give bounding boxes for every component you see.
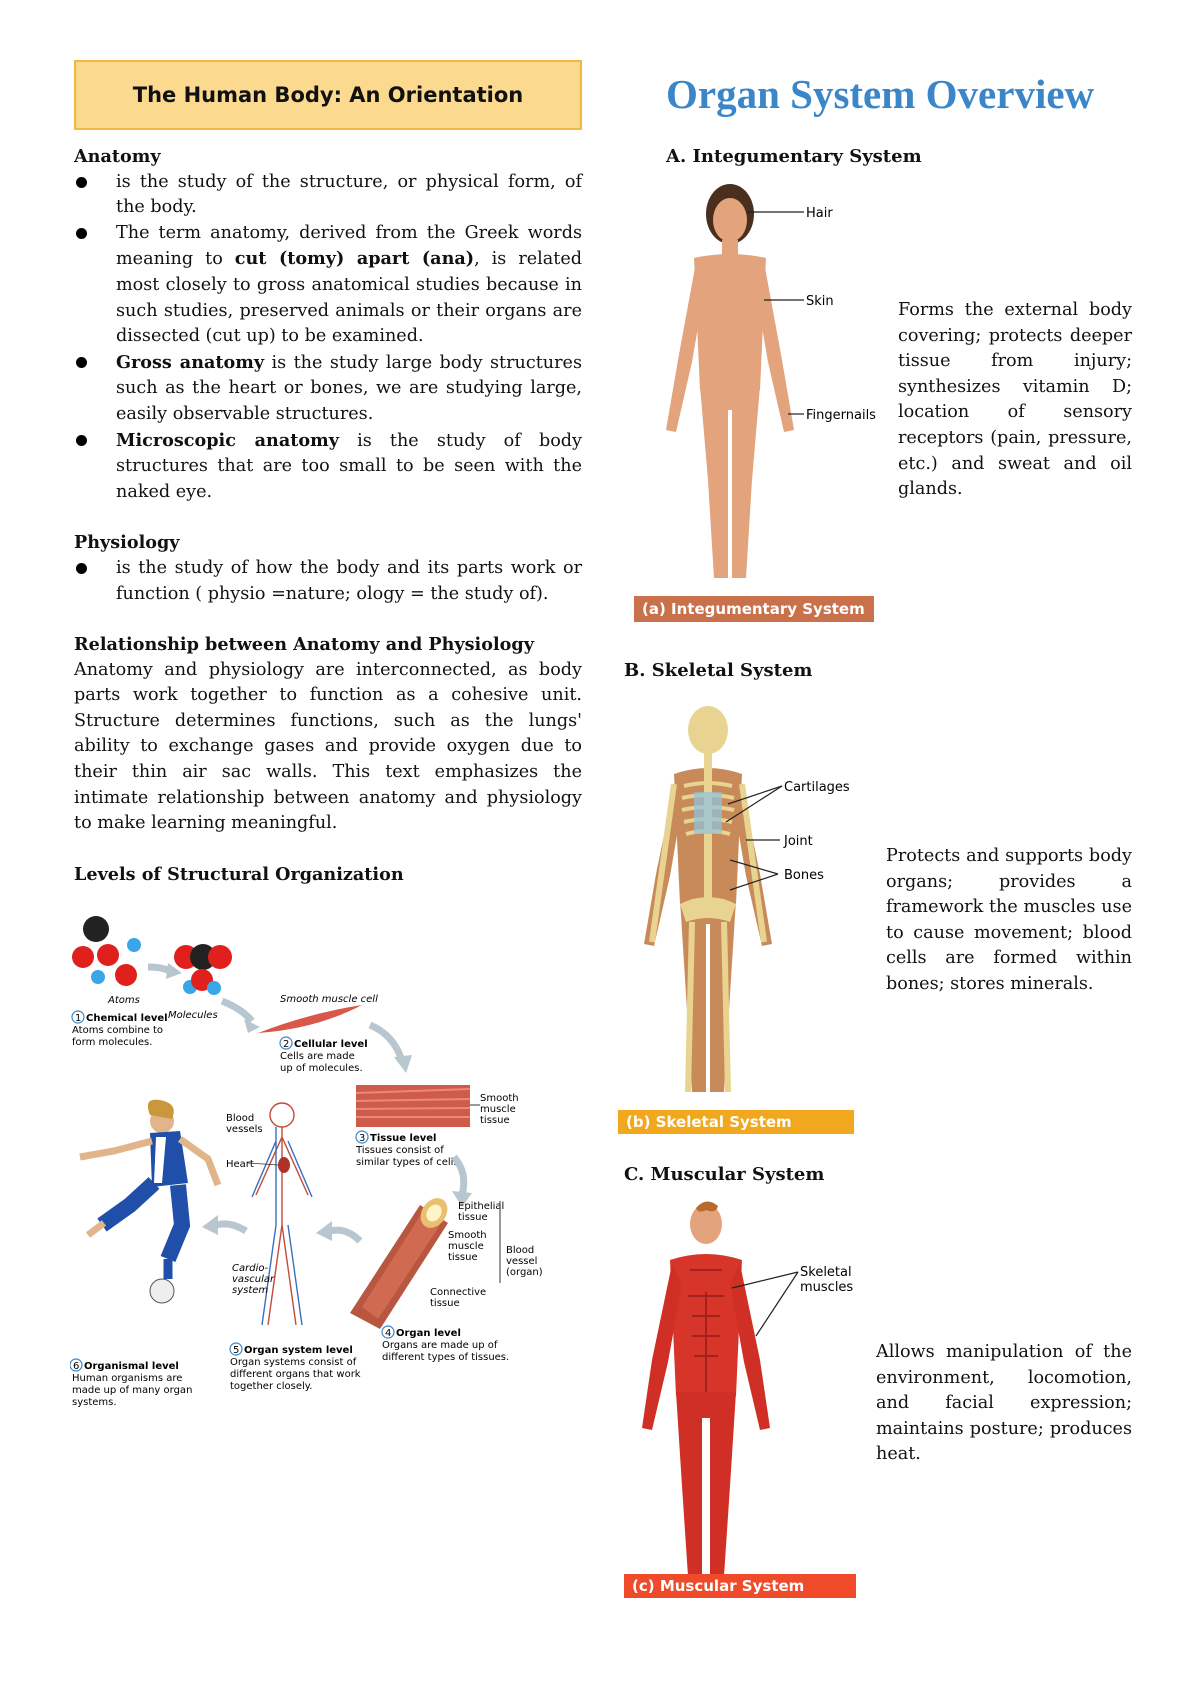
joint-label: Joint [784, 834, 813, 849]
atom-carbon-icon [83, 916, 109, 942]
svg-text:5: 5 [233, 1345, 240, 1356]
skeletal-figure [618, 694, 888, 1114]
svg-text:tissue: tissue [458, 1212, 488, 1223]
chemical-level-title: Chemical level [86, 1013, 168, 1024]
cell-icon [258, 1005, 362, 1033]
svg-text:different types of tissues.: different types of tissues. [382, 1352, 510, 1363]
list-item: The term anatomy, derived from the Greek words meaning to cut (tomy) apart (ana), is related most closely to gross anatomical studies because in such studies, preserved animals or their organs are dissected (cut up) to be examined. [74, 221, 582, 350]
organ-system-level-title: Organ system level [244, 1345, 353, 1356]
svg-text:muscle: muscle [480, 1104, 516, 1115]
list-item: Microscopic anatomy is the study of body structures that are too small to be seen with the naked eye. [74, 428, 582, 506]
page-title: The Human Body: An Orientation [132, 83, 524, 107]
muscular-description: Allows manipulation of the environment, locomotion, and facial expression; maintains posture; produces heat. [876, 1342, 1132, 1465]
muscular-caption: (c) Muscular System [624, 1574, 856, 1598]
svg-text:system: system [232, 1285, 269, 1296]
svg-text:4: 4 [385, 1328, 392, 1339]
section-title: Organ System Overview [666, 71, 1095, 117]
soccer-player-icon [80, 1100, 218, 1303]
atoms-label: Atoms [108, 995, 140, 1006]
tissue-level-title: Tissue level [370, 1133, 437, 1144]
svg-text:Smooth: Smooth [448, 1230, 487, 1241]
muscles-label-1: Skeletal [800, 1265, 852, 1280]
svg-text:systems.: systems. [72, 1397, 117, 1408]
cellular-level-title: Cellular level [294, 1039, 368, 1050]
soccer-ball-icon [150, 1279, 174, 1303]
muscular-heading: C. Muscular System [624, 1164, 825, 1185]
tissue-icon [356, 1085, 470, 1127]
relationship-heading: Relationship between Anatomy and Physiology [74, 634, 534, 656]
list-item: is the study of how the body and its parts work or function ( physio =nature; ology = the study of). [74, 556, 582, 607]
organ-level-title: Organ level [396, 1328, 461, 1339]
svg-text:2: 2 [283, 1039, 290, 1050]
svg-text:muscle: muscle [448, 1241, 484, 1252]
svg-text:6: 6 [73, 1361, 80, 1372]
svg-text:Cells are made: Cells are made [280, 1051, 355, 1062]
svg-text:Blood: Blood [506, 1245, 535, 1256]
svg-text:3: 3 [359, 1133, 366, 1144]
svg-text:Heart: Heart [226, 1159, 254, 1170]
human-body-icon [666, 184, 794, 578]
svg-text:tissue: tissue [430, 1298, 460, 1309]
svg-text:tissue: tissue [448, 1252, 478, 1263]
svg-text:Organs are made up of: Organs are made up of [382, 1340, 498, 1351]
muscle-body-icon [642, 1201, 770, 1576]
svg-text:Tissues consist of: Tissues consist of [356, 1145, 444, 1156]
svg-text:together closely.: together closely. [230, 1381, 313, 1392]
smooth-cell-label: Smooth muscle cell [280, 994, 378, 1005]
svg-text:up of molecules.: up of molecules. [280, 1063, 363, 1074]
list-item: Gross anatomy is the study large body structures such as the heart or bones, we are studying large, easily observable structures. [74, 350, 582, 428]
skeletal-heading: B. Skeletal System [624, 660, 813, 681]
hair-label: Hair [806, 206, 833, 221]
skeleton-icon [644, 706, 772, 1092]
svg-text:Atoms combine to: Atoms combine to [72, 1025, 164, 1036]
svg-text:(organ): (organ) [506, 1267, 543, 1278]
svg-text:Organ systems consist of: Organ systems consist of [230, 1357, 357, 1368]
levels-heading: Levels of Structural Organization [74, 863, 404, 885]
physiology-list [74, 556, 582, 607]
list-item: is the study of the structure, or physical form, of the body. [74, 170, 582, 221]
cartilages-label: Cartilages [784, 780, 850, 795]
relationship-text: Anatomy and physiology are interconnected, as body parts work together to function as a cohesive unit. Structure determines functions, such as the lungs' ability to exchange gases and provide oxygen due to their thin air sac walls. This text emphasizes the intimate relationship between anatomy and physiology to make learning meaningful. [74, 659, 582, 834]
svg-text:Cardio-: Cardio- [232, 1263, 269, 1274]
muscular-figure [620, 1196, 890, 1596]
levels-figure [70, 905, 600, 1425]
integumentary-figure [640, 180, 890, 600]
anatomy-list [74, 170, 582, 506]
skeletal-description: Protects and supports body organs; provides a framework the muscles use to cause movement; blood cells are formed within bones; stores minerals. [886, 846, 1132, 994]
molecules-label: Molecules [168, 1010, 218, 1021]
svg-text:vascular: vascular [232, 1274, 275, 1285]
integumentary-description: Forms the external body covering; protects deeper tissue from injury; synthesizes vitamin D; location of sensory receptors (pain, pressure, etc.) and sweat and oil glands. [898, 300, 1132, 500]
muscles-label-2: muscles [800, 1280, 854, 1295]
anatomy-heading: Anatomy [74, 146, 161, 167]
physiology-heading: Physiology [74, 532, 180, 554]
svg-text:vessels: vessels [226, 1124, 263, 1135]
organismal-level-title: Organismal level [84, 1361, 179, 1372]
skeletal-caption: (b) Skeletal System [618, 1110, 854, 1134]
svg-text:similar types of cells.: similar types of cells. [356, 1157, 462, 1168]
svg-text:Connective: Connective [430, 1287, 487, 1298]
skin-label: Skin [806, 294, 834, 309]
title-box [74, 60, 582, 130]
integumentary-caption: (a) Integumentary System [634, 596, 874, 622]
svg-text:Blood: Blood [226, 1113, 255, 1124]
left-column [74, 144, 582, 887]
svg-text:vessel: vessel [506, 1256, 538, 1267]
svg-text:Human organisms are: Human organisms are [72, 1373, 183, 1384]
svg-text:different organs that work: different organs that work [230, 1369, 361, 1380]
svg-text:1: 1 [75, 1013, 82, 1024]
svg-text:Epithelial: Epithelial [458, 1201, 505, 1212]
integumentary-heading: A. Integumentary System [666, 146, 922, 167]
bones-label: Bones [784, 868, 824, 883]
svg-text:tissue: tissue [480, 1115, 510, 1126]
svg-text:form molecules.: form molecules. [72, 1037, 153, 1048]
fingernails-label: Fingernails [806, 408, 876, 423]
svg-text:Smooth: Smooth [480, 1093, 519, 1104]
svg-text:made up of many organ: made up of many organ [72, 1385, 193, 1396]
